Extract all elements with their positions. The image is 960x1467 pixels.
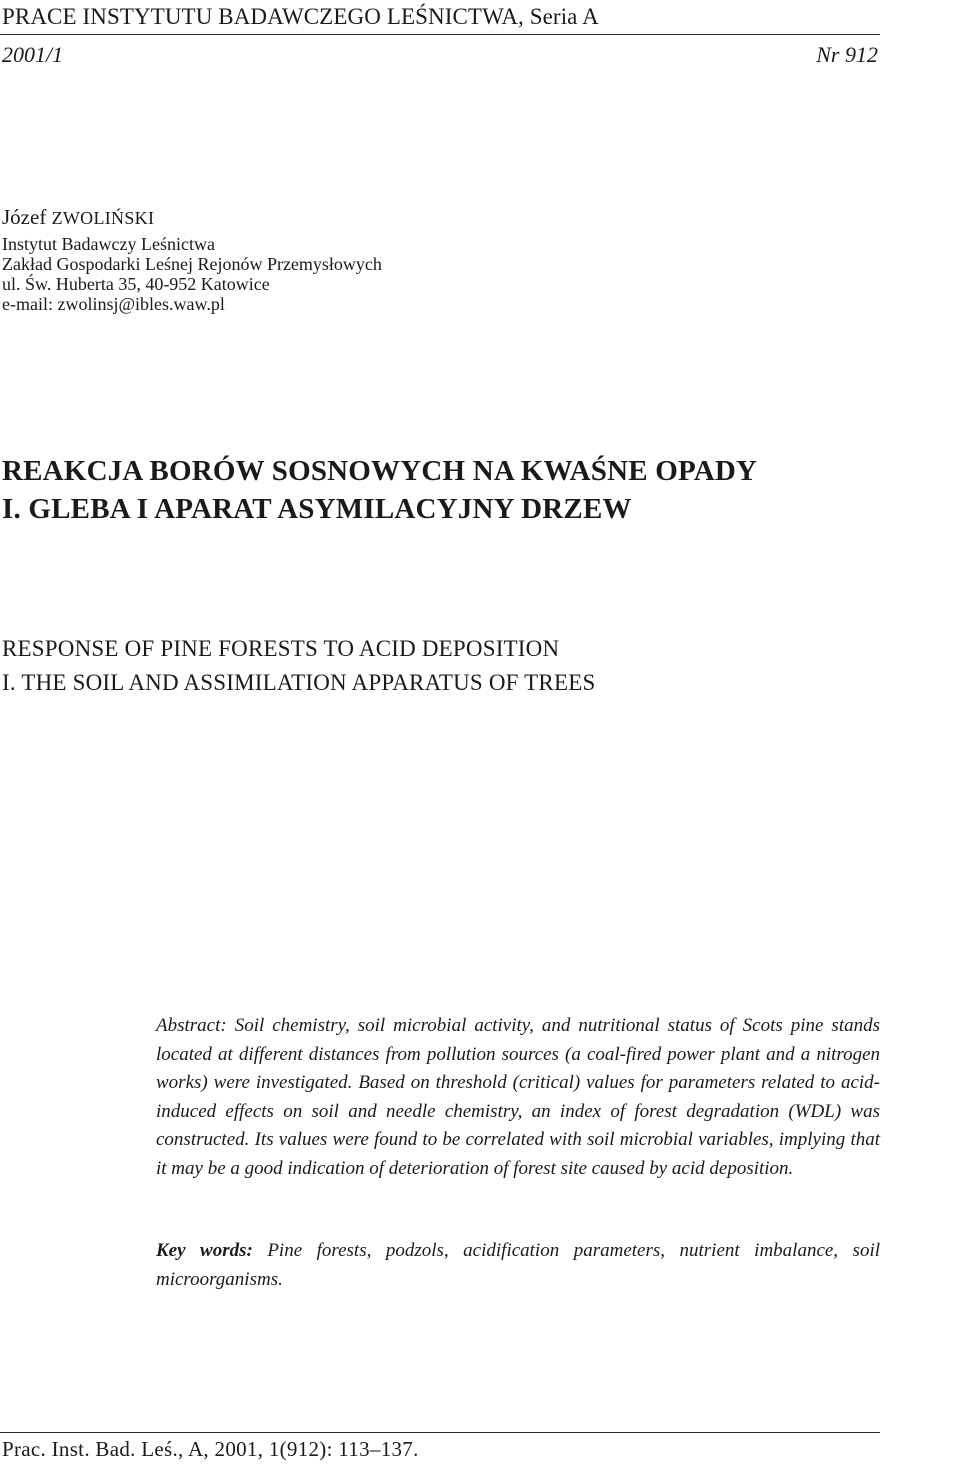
- affiliation-department: Zakład Gospodarki Leśnej Rejonów Przemysłowych: [2, 254, 382, 274]
- title-english-line-2: I. THE SOIL AND ASSIMILATION APPARATUS OF TREES: [2, 670, 596, 695]
- abstract-text: Soil chemistry, soil microbial activity, and nutritional status of Scots pine stands located at different distances from pollution sources (a coal-fired power plant and a nitrogen works) were investigated. Based on threshold (critical) values for parameters related to acid-induced effects on soil and needle chemistry, an index of forest degradation (WDL) was constructed. Its values were found to be correlated with soil microbial variables, implying that it may be a good indication of deterioration of forest site caused by acid deposition.: [156, 1015, 880, 1179]
- paper-number: Nr 912: [816, 42, 878, 67]
- title-polish-line-2: I. GLEBA I APARAT ASYMILACYJNY DRZEW: [2, 493, 632, 525]
- title-polish-line-1: REAKCJA BORÓW SOSNOWYCH NA KWAŚNE OPADY: [2, 455, 758, 487]
- author-name: [2, 205, 154, 230]
- issue-number: 2001/1: [2, 42, 64, 67]
- keywords: [156, 1237, 880, 1294]
- abstract-label: Abstract:: [156, 1015, 227, 1036]
- abstract: [156, 1012, 880, 1183]
- keywords-label: Key words:: [156, 1240, 253, 1261]
- author-surname: ZWOLIŃSKI: [51, 208, 155, 228]
- author-first-name: Józef: [2, 205, 47, 229]
- affiliation-address: ul. Św. Huberta 35, 40-952 Katowice: [2, 274, 270, 294]
- affiliation-email: e-mail: zwolinsj@ibles.waw.pl: [2, 294, 225, 314]
- affiliation-institute: Instytut Badawczy Leśnictwa: [2, 234, 215, 254]
- citation: Prac. Inst. Bad. Leś., A, 2001, 1(912): 113–137.: [2, 1437, 419, 1461]
- header-rule: [0, 34, 880, 35]
- journal-title: PRACE INSTYTUTU BADAWCZEGO LEŚNICTWA, Seria A: [2, 4, 599, 29]
- footer-rule: [0, 1432, 880, 1433]
- keywords-text: Pine forests, podzols, acidification parameters, nutrient imbalance, soil microorganisms.: [156, 1240, 881, 1290]
- title-english-line-1: RESPONSE OF PINE FORESTS TO ACID DEPOSITION: [2, 636, 560, 661]
